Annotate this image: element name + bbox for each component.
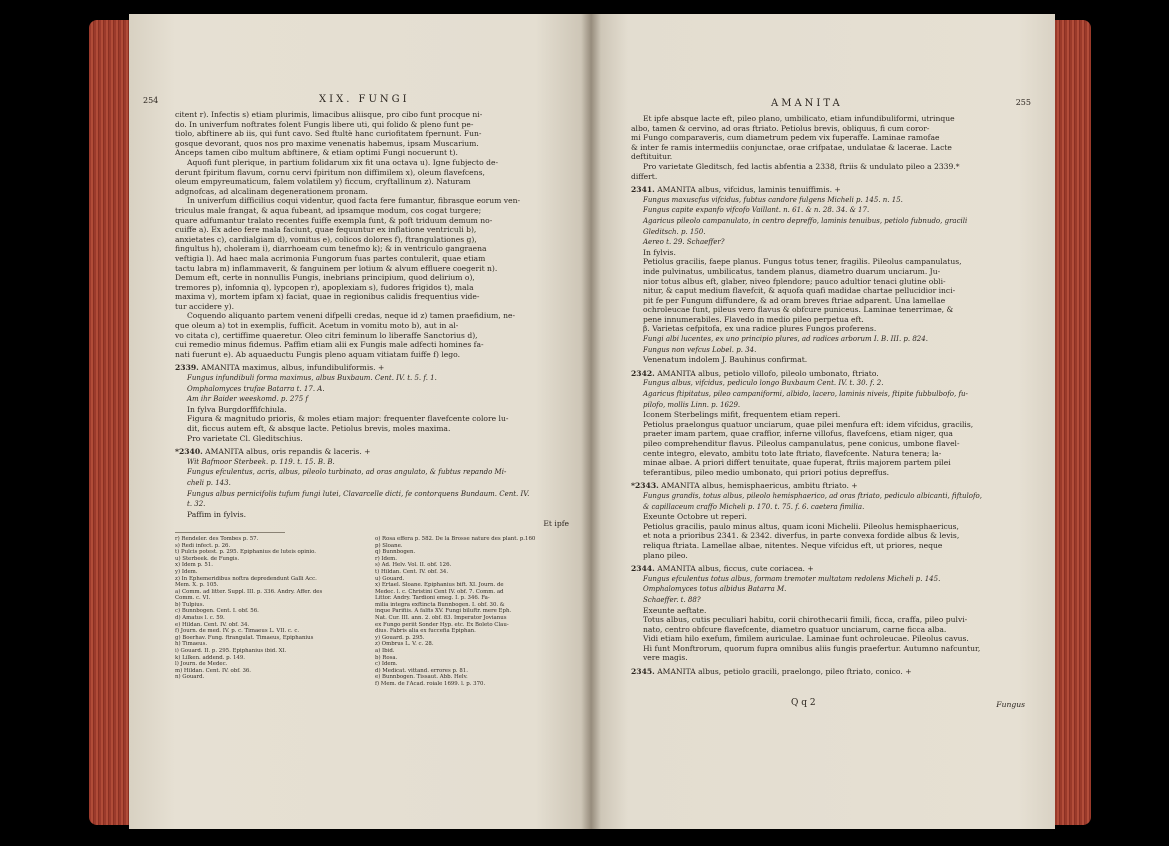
text-line: Anceps tamen cibo multum abftinere, & etiam optimi Fungi nocuerunt t). xyxy=(175,148,458,158)
text-line: differt. xyxy=(631,171,658,181)
footnote: d) Amatus l. c. 59. xyxy=(175,615,225,622)
footnote: milia integra exftincta Bunnbogen. I. obf. 30. & xyxy=(375,601,505,608)
entry-text: Exeunte Octobre ut reperi. xyxy=(643,512,747,522)
entry-number: 2341. xyxy=(631,185,655,195)
entry-text: ochroleucae funt, pileus vero flavus & obfcure puniceus. Laminae tenerrimae, & xyxy=(643,305,954,315)
entry-text: Am ihr Baider weeskomd. p. 275 f xyxy=(187,395,308,404)
entry-text: pene innumerabiles. Flavedo in medio pileo perpetua eft. xyxy=(643,314,864,324)
footnote: c) Bunnbogen. Cent. I. obf. 56. xyxy=(175,608,259,615)
entry-text: In fylvis. xyxy=(643,247,676,257)
footnote: g) Boerhav. Fung. ftrangulat. Timaeus, Epiphanius xyxy=(175,634,314,641)
entry-line xyxy=(631,625,1021,635)
entry-text: AMANITA maximus, albus, infundibuliformis. + xyxy=(201,363,385,373)
text-line: Demum eft, certe in nonnullis Fungis, inebrians principium, quod delirium o), xyxy=(175,273,475,283)
entry-text: pileo comprehenditur flavus. Pileolus campanulatus, pene conicus, umbone flavel- xyxy=(643,439,960,448)
footnote: Mem. X. p. 105. xyxy=(175,582,219,589)
footnote: c) Idem. xyxy=(375,661,398,668)
entry-text: Vidi etiam hilo exefum, fimilem auriculae. Laminae funt ochroleucae. Pileolus cavus. xyxy=(643,634,969,644)
entry-text: Fungus albus, vifcidus, pediculo longo Buxbaum Cent. IV. t. 30. f. 2. xyxy=(643,379,884,388)
footnote: t) Pulcis potest. p. 295. Epiphanius de luteis opinio. xyxy=(175,549,317,556)
entry-text: AMANITA albus, ficcus, cute coriacea. + xyxy=(657,564,814,574)
footnote: m) Hildan. Cent. IV. obf. 36. xyxy=(175,667,252,674)
entry-line xyxy=(631,355,1021,365)
footnote: r) Rendeler. des Tombes p. 57. xyxy=(175,535,259,542)
synonym-line xyxy=(631,574,1021,585)
footnote: e) Bunnbogen. Tissaut. Abb. Helv. xyxy=(375,674,468,681)
synonym-line xyxy=(631,584,1021,595)
entry-text: Omphalomyces totus albidus Batarra M. xyxy=(643,585,787,594)
text-line: albo, tamen & cervino, ad oras ftriato. Petiolus brevis, obliquus, fi cum coror- xyxy=(631,123,930,133)
footnote: k) Lilken. addend. p. 149. xyxy=(175,654,246,661)
synonym-line xyxy=(175,394,569,405)
synonym-line xyxy=(631,205,1021,216)
entry-text: AMANITA albus, vifcidus, laminis tenuiffimis. + xyxy=(657,185,841,195)
catchword: Fungus xyxy=(996,700,1025,709)
text-line: gosque devorant, quos nos pro maxime venenatis habemus, ipsam Muscarium. xyxy=(175,138,479,148)
entry-text: Fungus albus pernicifolis tufum fungi lutei, Clavarcelle dicti, fe contorquens Bundaum. Cent. IV. xyxy=(187,489,530,498)
entry-text: Wit Bafmoor Sterbeek. p. 119. t. 15. B. B. xyxy=(187,457,335,466)
entry-text: AMANITA albus, petiolo gracili, praelongo, pileo ftriato, conico. + xyxy=(657,667,912,677)
text-line: derunt fpiritum flavum, cornu cervi fpiritum non diffimilem x), oleum flavefcens, xyxy=(175,167,485,177)
entry-line xyxy=(631,248,1021,258)
text-line: Et ipfe absque lacte eft, pileo plano, umbilicato, etiam infundibuliformi, utrinque xyxy=(643,114,955,123)
entry-number: *2340. xyxy=(175,447,203,457)
signature-mark: Q q 2 xyxy=(791,698,816,708)
entry-text: pilofo, mollis Linn. p. 1629. xyxy=(643,400,741,409)
entry-line xyxy=(631,522,1021,532)
entry-line xyxy=(631,410,1021,420)
text-line: & inter fe ramis intermediis conjunctae, orae crifpatae, undulatae & lacerae. Lacte xyxy=(631,142,952,152)
footnotes-column-a xyxy=(175,536,363,681)
footnote: x) Ertael. Sloane. Epiphanius bift. XI. Journ. de xyxy=(375,582,504,589)
left-et-ipse: Et ipfe xyxy=(543,519,569,529)
entry-text: & capillaceum craffo Micheli p. 170. t. 75. f. 6. caetera fimilia. xyxy=(643,502,865,511)
text-line: citent r). Infectis s) etiam plurimis, limacibus aliisque, pro cibo funt procque ni- xyxy=(175,110,483,119)
entry-text: Fungus efculentus totus albus, formam tremoter multatam redolens Micheli p. 145. xyxy=(643,574,941,583)
left-running-header: XIX. FUNGI xyxy=(319,94,410,105)
entry-line xyxy=(631,615,1021,625)
footnote: z) In Ephemeridibus noftra depredendunt Galli Acc. xyxy=(175,575,317,582)
right-entries xyxy=(631,185,1021,677)
entry-text: Figura & magnitudo prioris, & moles etiam major: frequenter flavefcente colore lu- xyxy=(187,414,509,424)
entry-line xyxy=(631,541,1021,551)
synonym-line xyxy=(631,595,1021,606)
entry-line xyxy=(631,512,1021,522)
text-line: tiolo, abftinere ab iis, qui funt cavo. Sed ftultè hanc curiofitatem fpernunt. Fun- xyxy=(175,129,482,139)
entry-number: 2339. xyxy=(175,363,199,373)
entry-text: Exeunte aeftate. xyxy=(643,605,707,615)
footnote: o) Rosa effera p. 582. De la Brosse nature des plant. p.160 xyxy=(375,535,536,542)
synonym-line xyxy=(631,502,1021,513)
entry-line xyxy=(631,564,1021,574)
entry-line xyxy=(175,405,569,415)
entry-line xyxy=(631,531,1021,541)
entry-line xyxy=(631,429,1021,439)
entry-text: Schaeffer. t. 88? xyxy=(643,595,701,604)
entry-text: AMANITA albus, hemisphaericus, ambitu ftriato. + xyxy=(661,481,858,491)
entry-text: cente integro, elevato, ambitu toto late ftriato, flavefcente. Natura tenera; la- xyxy=(643,448,942,458)
entry-line xyxy=(175,434,569,444)
text-line: Aquofi funt plerique, in partium folidarum xix fit una octava u). Igne fubjecto de- xyxy=(187,157,499,167)
footnote: z) Ombrus L. V. c. 28. xyxy=(375,641,434,648)
entry-text: dit, ficcus autem eft, & absque lacte. Petiolus brevis, moles maxima. xyxy=(187,424,451,433)
species-entry xyxy=(631,185,1021,365)
entry-line xyxy=(631,606,1021,616)
footnote: n) Gouard. xyxy=(175,674,205,681)
right-page-number: 255 xyxy=(1015,98,1031,107)
entry-text: Totus albus, cutis peculiari habitu, corii chirothecarii fimili, ficca, craffa, pileo pulvi- xyxy=(643,615,968,625)
entry-text: Venenatum indolem J. Bauhinus confirmat. xyxy=(643,355,808,365)
text-line: nati fuerunt e). Ab aquaeductu Fungis pleno aquam vitiatam fuiffe f) lego. xyxy=(175,349,460,359)
entry-text: Petiolus gracilis, faepe planus. Fungus totus tener, fragilis. Pileolus campanulatus, xyxy=(643,257,962,267)
entry-text: Paffim in fylvis. xyxy=(187,509,247,519)
species-entry xyxy=(631,369,1021,478)
entry-text: Fungus capite expanfo vifcofo Vaillant. n. 61. & n. 28. 34. & 17. xyxy=(643,206,870,215)
synonym-line xyxy=(631,195,1021,206)
footnote: d) Medicat. vittand. errores p. 81. xyxy=(375,667,468,674)
text-line: adgnofcas, ad alcalinam degenerationem pronam. xyxy=(175,186,368,196)
footnote: f) Journ. de med. IV. p. c. Timaeus L. VII. c. c. xyxy=(175,628,300,635)
entry-text: t. 32. xyxy=(187,500,206,509)
text-line: maxima v), mortem ipfam x) faciat, quae in regionibus calidis frequentius vide- xyxy=(175,292,480,302)
synonym-line xyxy=(631,378,1021,389)
footnote: f) Mem. de l'Acad. roiale 1699. l. p. 370. xyxy=(375,681,486,687)
footnote: s) Ad. Helv. Vol. II. obf. 126. xyxy=(375,562,452,569)
entry-number: 2342. xyxy=(631,368,655,378)
right-text-block xyxy=(631,114,1021,677)
synonym-line xyxy=(631,345,1021,356)
footnotes-column-b xyxy=(375,536,563,688)
entry-text: Hi funt Monftrorum, quorum fupra omnibus aliis fungis praefertur. Autumno nafcuntur, xyxy=(643,643,981,653)
entry-line xyxy=(631,551,1021,561)
footnote: Nat. Cur. III. ann. 2. obf. 83. Imperator Jovianus xyxy=(375,615,507,622)
synonym-line xyxy=(175,467,569,478)
footnote: i) Gouard. II. p. 295. Epiphanius ibid. XI. xyxy=(175,648,287,655)
entry-line xyxy=(631,277,1021,287)
text-line: triculus male frangat, & aqua fubeant, ad ipsamque modum, cos cogat turgere; xyxy=(175,205,482,215)
entry-text: inde pulvinatus, umbilicatus, tandem planus, diametro duarum unciarum. Ju- xyxy=(643,266,941,276)
entry-line xyxy=(631,369,1021,379)
entry-line xyxy=(631,644,1021,654)
footnote: a) Comm. ad litter. Suppl. III. p. 336. Andry. Affer. des xyxy=(175,588,323,595)
text-line: tur accidere y). xyxy=(175,301,235,311)
entry-text: et nota a prioribus 2341. & 2342. diverfus, in parte convexa fordide albus & levis, xyxy=(643,531,960,541)
right-page-edges xyxy=(1055,20,1091,825)
entry-text: plano pileo. xyxy=(643,550,688,560)
footnote: r) Idem. xyxy=(375,555,397,562)
entry-line xyxy=(631,468,1021,478)
text-line: tremores p), infomnia q), lypcopen r), apoplexiam s), fudores frigidos t), mala xyxy=(175,282,474,292)
text-line: cui remedio minus fidemus. Paffim etiam alii ex Fungis male adfecti homines fa- xyxy=(175,340,484,350)
synonym-line xyxy=(631,227,1021,238)
entry-text: In fylva Burgdorffifchiula. xyxy=(187,404,287,414)
entry-line xyxy=(631,296,1021,306)
entry-text: Pro varietate Cl. Gleditschius. xyxy=(187,433,303,443)
entry-line xyxy=(631,634,1021,644)
entry-line xyxy=(631,667,1021,677)
entry-text: minae albae. A priori differt tenuitate, quae fuperat, ftriis majorem partem pilei xyxy=(643,458,951,468)
entry-text: AMANITA albus, oris repandis & laceris. + xyxy=(205,447,371,457)
entry-text: Agaricus ftipitatus, pileo campaniformi, albido, lacero, laminis niveis, ftipite fubbulbofo, fu- xyxy=(643,390,968,399)
text-line: In univerfum difficilius coqui videntur, quod facta fere fumantur, fibrasque eorum ven- xyxy=(187,196,521,206)
entry-text: Fungus infundibuli forma maximus, albus Buxbaum. Cent. IV. t. 5. f. 1. xyxy=(187,374,437,383)
footnote: u) Sterbeek. de Fungis. xyxy=(175,555,240,562)
entry-text: nitur, & caput medium flavefcit, & aquofa quafi madidae chartae pellucidior inci- xyxy=(643,286,956,296)
entry-line xyxy=(631,449,1021,459)
entry-number: 2344. xyxy=(631,564,655,574)
footnote: a) Ibid. xyxy=(375,648,395,655)
entry-text: vere magis. xyxy=(643,653,688,663)
synonym-line xyxy=(631,400,1021,411)
footnote: y) Idem. xyxy=(175,568,198,575)
footnote: b) Rosa. xyxy=(375,654,398,661)
entry-line xyxy=(175,447,569,457)
entry-text: nior totus albus eft, glaber, niveo fplendore; pauco adultior tenaci glutine obli- xyxy=(643,276,946,286)
entry-text: Fungus efculentus, acris, albus, pileolo turbinato, ad oras angulato, & fubtus repando Mi- xyxy=(187,468,507,477)
entry-text: Gleditsch. p. 150. xyxy=(643,227,706,236)
entry-line xyxy=(631,185,1021,195)
footnote: s) Redi infect. p. 26. xyxy=(175,542,231,549)
footnote: Medec. l. c. Christini Cent IV. obf. 7. Comm. ad xyxy=(375,588,504,595)
species-entry xyxy=(631,667,1021,677)
footnote: h) Timaeus. xyxy=(175,641,208,648)
synonym-line xyxy=(175,373,569,384)
entry-line xyxy=(631,324,1021,334)
text-line: que oleum a) tot in exemplis, fufficit. Acetum in vomitu moto b), aut in al- xyxy=(175,321,459,331)
entry-text: Fungus maxuscfus vifcidus, fubtus candore fulgens Micheli p. 145. n. 15. xyxy=(643,195,903,204)
entry-line xyxy=(631,420,1021,430)
text-line: oleum empyreumaticum, falem volatilem y) ficcum, cryftallinum z). Naturam xyxy=(175,177,471,187)
footnote: b) Tulpius. xyxy=(175,601,205,608)
footnote-separator xyxy=(175,532,285,533)
entry-line xyxy=(631,257,1021,267)
entry-text: cheli p. 143. xyxy=(187,478,231,487)
synonym-line xyxy=(631,491,1021,502)
species-entry xyxy=(175,447,569,519)
entry-line xyxy=(631,267,1021,277)
text-line: quare adfumantur tralato recentes fuiffe exempla funt, & poft triduum demum no- xyxy=(175,215,493,225)
left-footnotes xyxy=(175,536,569,716)
synonym-line xyxy=(631,389,1021,400)
left-entries xyxy=(175,363,569,519)
entry-line xyxy=(631,315,1021,325)
synonym-line xyxy=(175,457,569,468)
entry-text: AMANITA albus, petiolo villofo, pileolo umbonato, ftriato. xyxy=(657,368,879,378)
left-paragraphs xyxy=(175,110,569,359)
synonym-line xyxy=(631,216,1021,227)
left-page-number: 254 xyxy=(143,96,159,105)
entry-text: Fungi albi lucentes, ex uno principio plures, ad radices arborum I. B. III. p. 824. xyxy=(643,335,928,344)
entry-text: nato, centro obfcure flavefcente, diametro quatuor unciarum, carne ficca alba. xyxy=(643,624,947,634)
text-line: anxietates c), cardialgiam d), vomitus e), colicos dolores f), ftrangulationes g), xyxy=(175,234,477,244)
footnote: q) Bunnbogen. xyxy=(375,549,416,556)
synonym-line xyxy=(175,489,569,500)
species-entry xyxy=(175,363,569,443)
entry-line xyxy=(175,363,569,373)
synonym-line xyxy=(175,384,569,395)
entry-line xyxy=(631,481,1021,491)
footnote: l) Journ. de Medec. xyxy=(175,661,228,668)
footnote: Littor. Andry. Tardioni emeg. I. p. 346. Fa- xyxy=(375,595,490,602)
entry-text: Fungus non vefcus Lobel. p. 34. xyxy=(643,345,757,354)
entry-line xyxy=(631,286,1021,296)
entry-text: reliqua ftriata. Lamellae albae, nitentes. Neque vifcidus eft, ut priores, neque xyxy=(643,540,943,550)
entry-text: Fungus grandis, totus albus, pileolo hemisphaerico, ad oras ftriato, pediculo albicanti, fiftulofo, xyxy=(643,491,982,500)
entry-text: Agaricus pileolo campanulato, in centro depreffo, laminis tenuibus, petiolo fubnudo, gracili xyxy=(643,216,968,225)
entry-text: pit fe per Fungum diffundere, & ad oram breves ftriae adparent. Una lamellae xyxy=(643,295,946,305)
synonym-line xyxy=(631,237,1021,248)
entry-text: teferantibus, pileo medio umbonato, qui priori potius depreffus. xyxy=(643,467,890,477)
entry-text: Omphalomyces trufae Batarra t. 17. A. xyxy=(187,384,325,393)
text-line: Coquendo aliquanto partem veneni difpelli credas, neque id z) tamen praefidium, ne- xyxy=(187,311,516,321)
text-line: fingultus h), choleram i), diarrhoeam cum tenefmo k); & in ventriculo gangraena xyxy=(175,244,487,254)
text-line: do. In univerfum noftrates folent Fungis libere uti, qui folido & pleno funt pe- xyxy=(175,119,474,129)
footnote: inque Parifiis. A falfis XV. Fungi biluftr. mere Eph. xyxy=(375,608,512,615)
book-gutter xyxy=(581,14,601,829)
text-line: Pro varietate Gleditsch, fed lactis abfentia a 2338, ftriis & undulato pileo a 2339.* xyxy=(643,161,960,171)
text-line: tactu labra m) inflammaverit, & fanguinem per lotium & alvum effluere coegerit n). xyxy=(175,263,498,273)
synonym-line xyxy=(631,334,1021,345)
entry-line xyxy=(631,458,1021,468)
footnote: e) Hildan. Cent. IV. obf. 34. xyxy=(175,621,250,628)
entry-text: Petiolus praelongus quatuor unciarum, quae pilei menfura eft: idem vifcidus, gracilis, xyxy=(643,419,974,429)
entry-line xyxy=(175,414,569,424)
entry-line xyxy=(175,424,569,434)
left-text-block xyxy=(175,110,569,716)
entry-text: Petiolus gracilis, paulo minus altus, quam iconi Michelii. Pileolus hemisphaericus, xyxy=(643,521,959,531)
footnote: Comm. c. VI. xyxy=(175,595,211,602)
footnote: x) Idem p. 51. xyxy=(175,562,213,569)
footnote: u) Gouard. xyxy=(375,575,405,582)
entry-text: praeter imam partem, quae craffior, inferne villofus, flavefcens, etiam niger, qua xyxy=(643,429,953,439)
footnote: t) Hildan. Cent. IV. obf. 34. xyxy=(375,568,449,575)
footnote: dius. Fabris alia ex fuccefia Epiphan. xyxy=(375,628,476,635)
synonym-line xyxy=(175,478,569,489)
entry-line xyxy=(631,439,1021,449)
synonym-line xyxy=(175,499,569,510)
open-book xyxy=(89,14,1091,829)
right-page xyxy=(591,14,1055,829)
entry-line xyxy=(631,653,1021,663)
entry-text: Iconem Sterbelings mifit, frequentem etiam reperi. xyxy=(643,410,841,420)
left-page xyxy=(129,14,591,829)
right-running-header: AMANITA xyxy=(771,98,843,109)
text-line: vo citata c), certiffime quaeretur. Oleo citri feminum lo liberaffe Sanctorius d), xyxy=(175,330,478,340)
entry-number: *2343. xyxy=(631,481,659,491)
text-line: deftituitur. xyxy=(631,152,673,162)
footnote: ex Fungo periit Sonder Hyp. etc. Ex Boleto Clau- xyxy=(375,621,509,628)
text-line: mi Fungo comparaveris, cum diametrum pedem vix fuperaffe. Laminae ramofae xyxy=(631,133,940,143)
entry-text: Aereo t. 29. Schaeffer? xyxy=(643,238,725,247)
entry-line xyxy=(175,510,569,520)
footnote: y) Gouard. p. 295. xyxy=(375,634,425,641)
entry-line xyxy=(631,305,1021,315)
footnote: p) Sloane. xyxy=(375,542,403,549)
species-entry xyxy=(631,564,1021,663)
entry-text: β. Varietas cefpitofa, ex una radice plures Fungos proferens. xyxy=(643,324,877,334)
text-line: veftigia l). Ad haec mala acrimonia Fungorum fuas partes contulerit, quae etiam xyxy=(175,253,486,263)
text-line: cuiffe a). Ex adeo fere mala faciunt, quae fequuntur ex inflatione ventriculi b), xyxy=(175,225,477,235)
entry-number: 2345. xyxy=(631,667,655,677)
species-entry xyxy=(631,481,1021,560)
right-paragraphs xyxy=(631,114,1021,181)
